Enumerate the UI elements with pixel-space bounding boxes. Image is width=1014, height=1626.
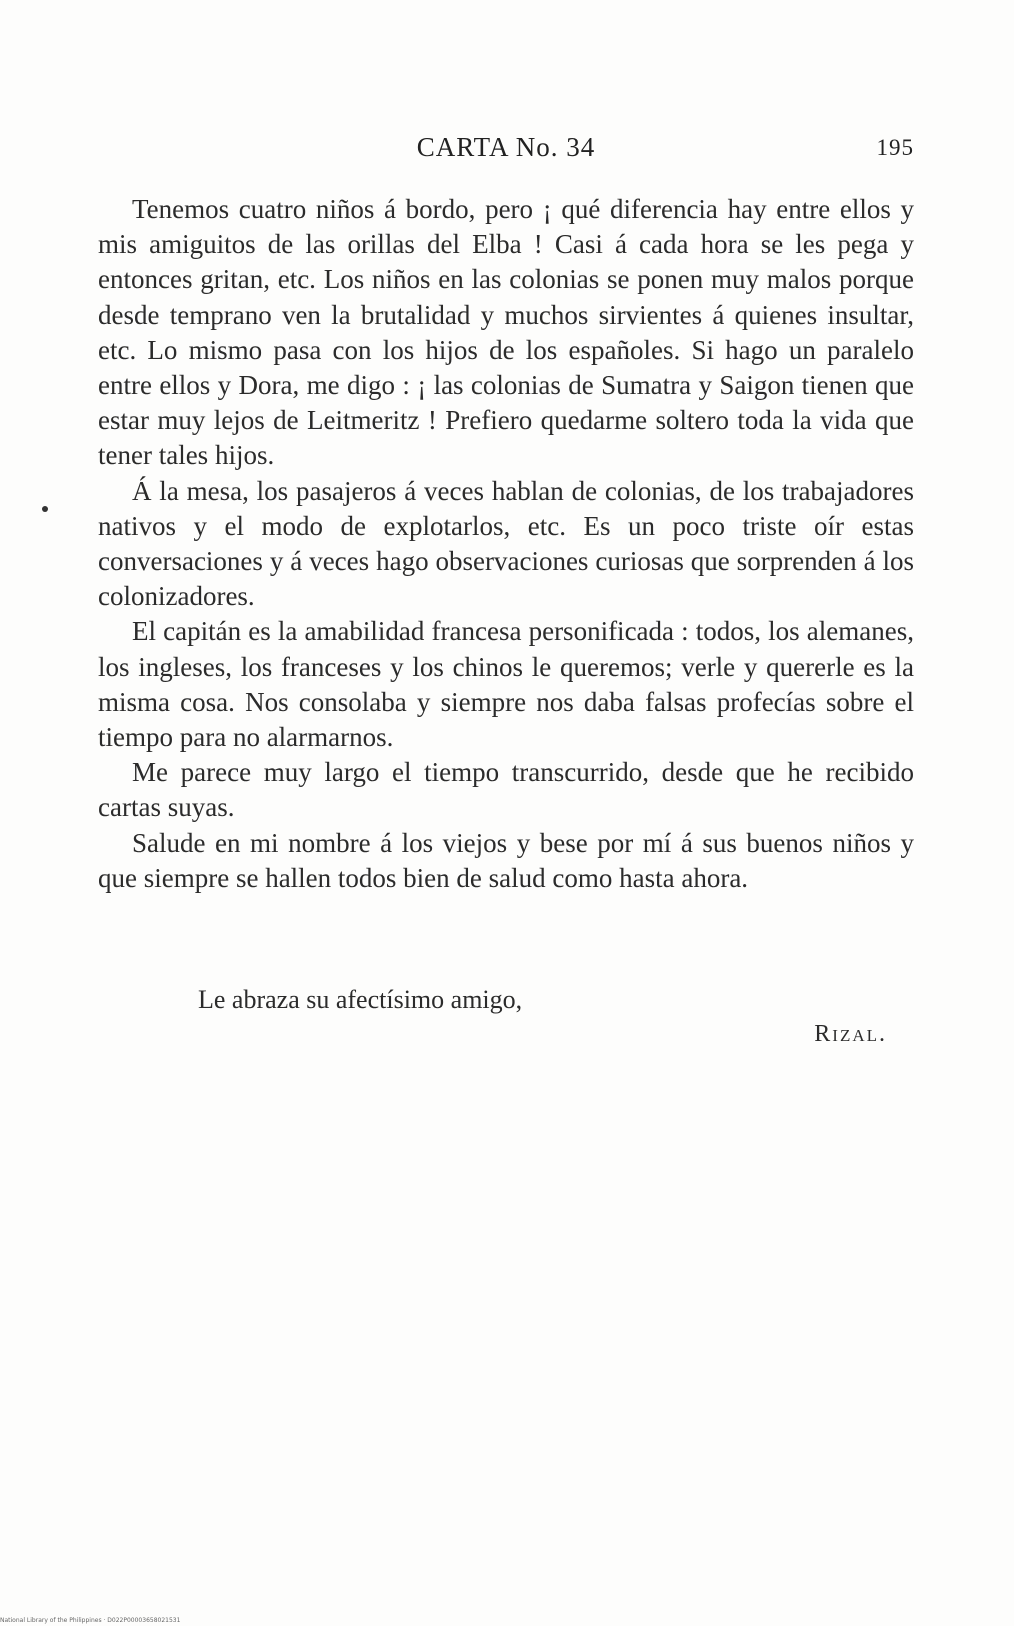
page-header (98, 132, 914, 172)
page-number: 195 (876, 135, 914, 160)
letter-title: CARTA No. 34 (416, 132, 596, 162)
library-footer: National Library of the Philippines · D022P00003658021531 (0, 1617, 181, 1624)
paragraph: Tenemos cuatro niños á bordo, pero ¡ qué diferencia hay entre ellos y mis amiguitos de las orillas del Elba ! Casi á cada hora se les pega y entonces gritan, etc. Los niños en las colonias se ponen muy malos porque desde temprano ven la brutalidad y muchos sirvientes á quienes insultar, etc. Lo mismo pasa con los hijos de los españoles. Si hago un paralelo entre ellos y Dora, me digo : ¡ las colonias de Sumatra y Saigon tienen que estar muy lejos de Leitmeritz ! Prefiero quedarme soltero toda la vida que tener tales hijos. (98, 194, 914, 471)
paragraph: El capitán es la amabilidad francesa personificada : todos, los alemanes, los ingleses, los franceses y los chinos le queremos; verle y quererle es la misma cosa. Nos consolaba y siempre nos daba falsas profecías sobre el tiempo para no alarmarnos. (98, 616, 914, 753)
signature: Rizal. (814, 1021, 887, 1047)
closing-line: Le abraza su afectísimo amigo, (198, 985, 523, 1014)
margin-mark (42, 506, 48, 512)
paragraph: Salude en mi nombre á los viejos y bese por mí á sus buenos niños y que siempre se hallen todos bien de salud como hasta ahora. (98, 827, 914, 893)
paragraph: Me parece muy largo el tiempo transcurrido, desde que he recibido cartas suyas. (98, 757, 914, 823)
letter-body (98, 192, 914, 896)
paragraph: Á la mesa, los pasajeros á veces hablan de colonias, de los trabajadores nativos y el modo de explotarlos, etc. Es un poco triste oír estas conversaciones y á veces hago observaciones curiosas que sorprenden á los colonizadores. (98, 475, 914, 612)
